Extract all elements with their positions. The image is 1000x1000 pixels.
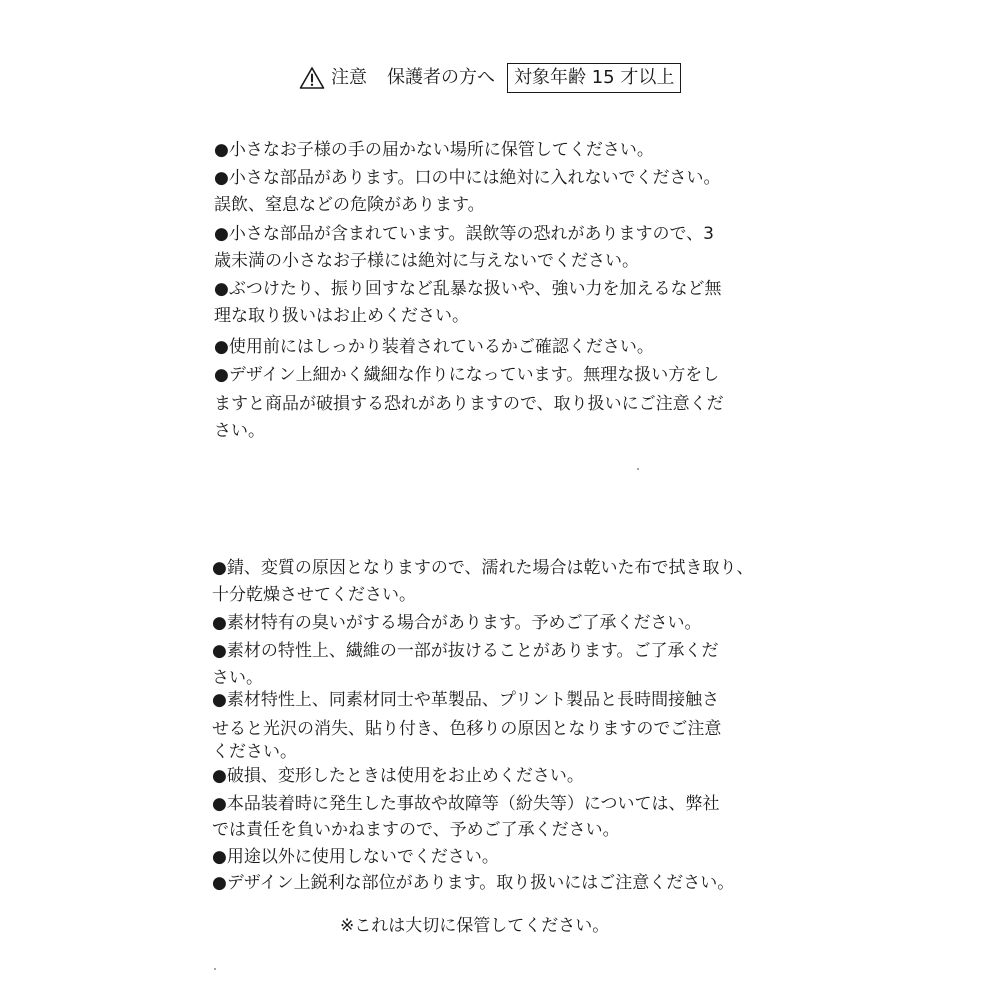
caution-line: ●破損、変形したときは使用をお止めください。: [212, 766, 584, 786]
caution-line: 誤飲、窒息などの危険があります。: [214, 195, 485, 215]
caution-line: ●用途以外に使用しないでください。: [212, 847, 499, 867]
caution-line: ●素材の特性上、繊維の一部が抜けることがあります。ご了承くだ: [212, 641, 719, 661]
caution-line: ●本品装着時に発生した事故や故障等（紛失等）については、弊社: [212, 794, 720, 814]
caution-line: ●錆、変質の原因となりますので、濡れた場合は乾いた布で拭き取り、: [212, 558, 754, 578]
caution-line: ●小さな部品があります。口の中には絶対に入れないでください。: [214, 168, 721, 188]
caution-line: せると光沢の消失、貼り付き、色移りの原因となりますのでご注意: [212, 719, 722, 739]
caution-line: ください。: [212, 742, 297, 762]
caution-line: 理な取り扱いはお止めください。: [214, 306, 469, 326]
caution-line: 歳未満の小さなお子様には絶対に与えないでください。: [214, 251, 639, 271]
caution-line: ●デザイン上細かく繊細な作りになっています。無理な扱い方をし: [214, 365, 720, 385]
caution-line: ますと商品が破損する恐れがありますので、取り扱いにご注意くだ: [214, 394, 724, 414]
caution-line: ●小さな部品が含まれています。誤飲等の恐れがありますので、3: [214, 224, 714, 244]
caution-header: [299, 62, 681, 94]
print-speck: [637, 468, 639, 470]
target-age-box: 対象年齢 15 才以上: [507, 63, 681, 93]
caution-line: 十分乾燥させてください。: [212, 585, 416, 605]
print-speck: [214, 968, 216, 970]
caution-line: ●素材特性上、同素材同士や革製品、プリント製品と長時間接触さ: [212, 690, 720, 710]
caution-line: ●使用前にはしっかり装着されているかご確認ください。: [214, 337, 654, 357]
caution-line: ●デザイン上鋭利な部位があります。取り扱いにはご注意ください。: [212, 873, 735, 893]
keep-this-note: ※これは大切に保管してください。: [340, 916, 610, 936]
caution-line: では責任を負いかねますので、予めご了承ください。: [212, 820, 620, 840]
caution-label: 注意: [331, 67, 367, 88]
caution-line: ●素材特有の臭いがする場合があります。予めご了承ください。: [212, 613, 702, 633]
caution-line: ●小さなお子様の手の届かない場所に保管してください。: [214, 140, 654, 160]
caution-line: さい。: [214, 421, 265, 441]
guardian-label: 保護者の方へ: [387, 67, 495, 88]
caution-line: ●ぶつけたり、振り回すなど乱暴な扱いや、強い力を加えるなど無: [214, 279, 722, 299]
warning-triangle-icon: [299, 66, 325, 90]
caution-line: さい。: [212, 668, 263, 688]
